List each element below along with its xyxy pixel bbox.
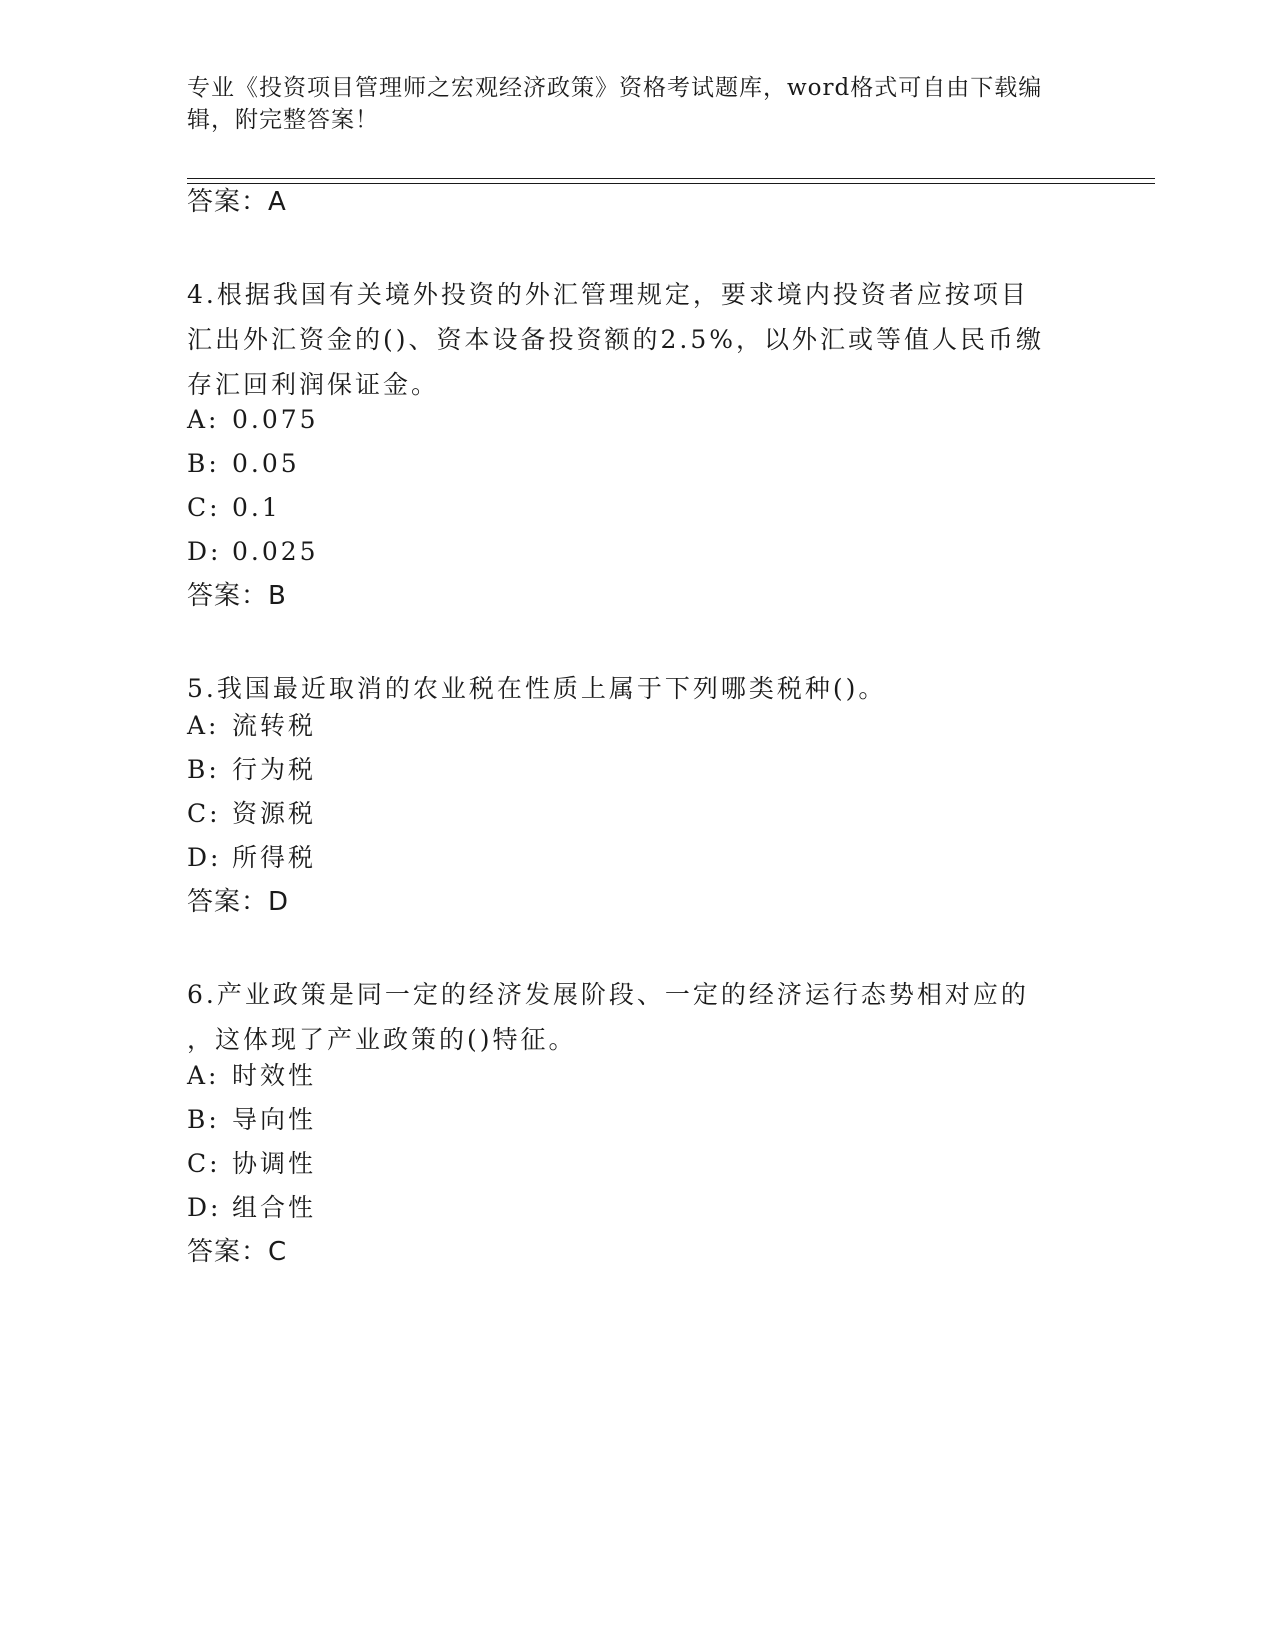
option-b: [187, 448, 300, 480]
answer-line: 答案：D: [187, 887, 290, 917]
question-line: 汇出外汇资金的()、资本设备投资额的2.5%，以外汇或等值人民币缴: [187, 325, 1045, 354]
option-c: [187, 492, 281, 524]
option-label: C:: [187, 1149, 221, 1178]
previous-answer: 答案：A: [187, 187, 287, 217]
option-label: A:: [187, 711, 220, 740]
question-line: 4.根据我国有关境外投资的外汇管理规定，要求境内投资者应按项目: [187, 280, 1029, 309]
option-a: [187, 710, 316, 742]
option-d: [187, 842, 316, 874]
option-label: A:: [187, 405, 220, 434]
option-label: C:: [187, 799, 221, 828]
option-a: [187, 404, 319, 436]
question-text: [187, 272, 1067, 407]
option-text: 0.025: [232, 537, 319, 566]
option-c: [187, 798, 316, 830]
option-text: 行为税: [232, 755, 317, 784]
option-text: 导向性: [232, 1105, 317, 1134]
option-text: 时效性: [232, 1061, 317, 1090]
option-text: 组合性: [232, 1193, 317, 1222]
option-label: A:: [187, 1061, 220, 1090]
option-d: [187, 1192, 316, 1224]
question-line: 5.我国最近取消的农业税在性质上属于下列哪类税种()。: [187, 674, 887, 703]
header-rule-top: [187, 178, 1155, 179]
option-text: 0.075: [232, 405, 319, 434]
question-line: 存汇回利润保证金。: [187, 370, 440, 399]
header-line-2: 辑，附完整答案！: [187, 107, 379, 133]
option-text: 0.05: [232, 449, 300, 478]
question-line: 6.产业政策是同一定的经济发展阶段、一定的经济运行态势相对应的: [187, 980, 1029, 1009]
option-a: [187, 1060, 316, 1092]
question-line: ，这体现了产业政策的()特征。: [187, 1025, 577, 1054]
option-text: 流转税: [232, 711, 317, 740]
option-label: B:: [187, 1105, 220, 1134]
header-line-1: 专业《投资项目管理师之宏观经济政策》资格考试题库，word格式可自由下载编: [187, 75, 1043, 101]
option-b: [187, 1104, 316, 1136]
question-text: [187, 972, 1067, 1062]
option-c: [187, 1148, 316, 1180]
option-b: [187, 754, 316, 786]
option-label: D:: [187, 537, 222, 566]
option-text: 资源税: [232, 799, 317, 828]
option-label: B:: [187, 755, 220, 784]
question-text: [187, 666, 1067, 711]
header-rule-bottom: [187, 183, 1155, 184]
answer-line: 答案：B: [187, 581, 287, 611]
option-text: 协调性: [232, 1149, 317, 1178]
option-label: D:: [187, 1193, 222, 1222]
answer-line: 答案：C: [187, 1237, 288, 1267]
document-header: [187, 72, 1067, 136]
option-label: C:: [187, 493, 221, 522]
option-text: 所得税: [232, 843, 317, 872]
option-label: B:: [187, 449, 220, 478]
option-text: 0.1: [232, 493, 281, 522]
option-label: D:: [187, 843, 222, 872]
option-d: [187, 536, 319, 568]
